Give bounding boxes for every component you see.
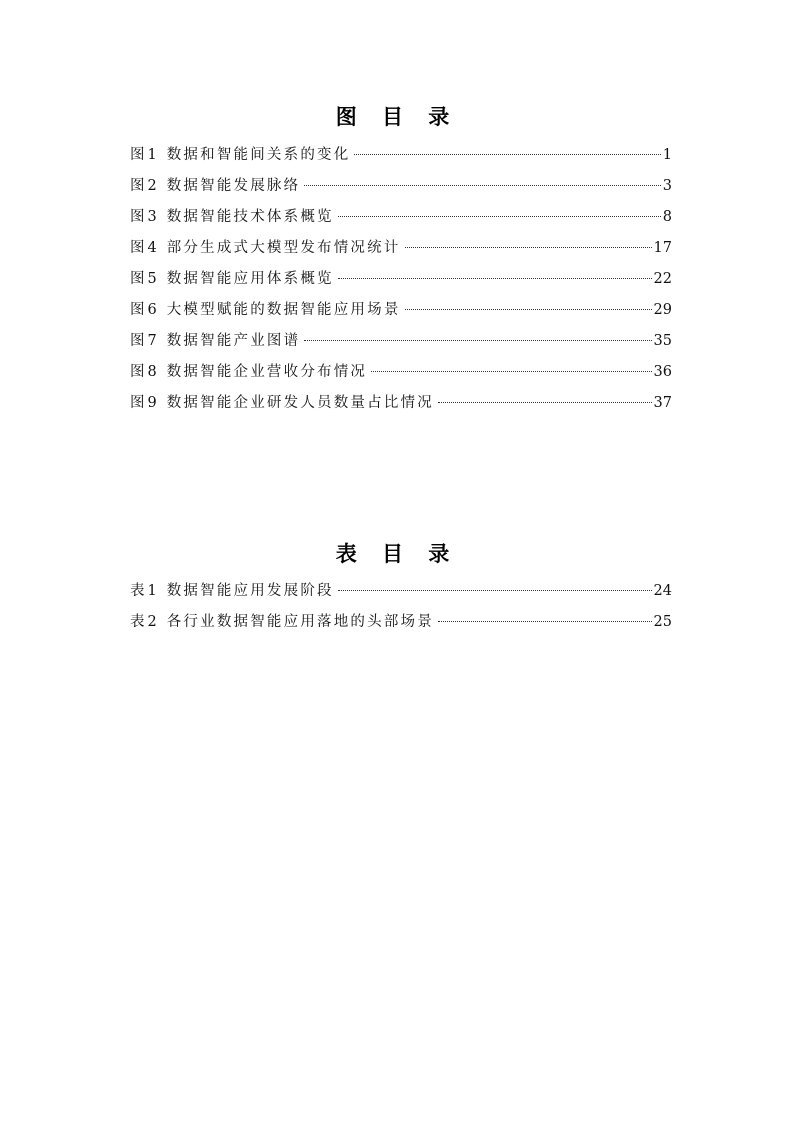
entry-page-number: 1 [662,147,672,163]
entry-page-number: 24 [653,583,672,599]
figure-entry[interactable] [130,172,672,203]
entry-label: 表 2 [130,614,157,630]
entry-title: 数据智能产业图谱 [166,333,301,349]
entry-title: 数据和智能间关系的变化 [166,147,351,163]
entry-title: 部分生成式大模型发布情况统计 [166,240,401,256]
figure-entry[interactable] [130,141,672,172]
entry-label: 图 6 [130,302,157,318]
figure-list-title: 图 目 录 [335,105,459,129]
entry-label: 图 1 [130,147,157,163]
table-entry[interactable] [130,608,672,639]
entry-page-number: 37 [653,395,672,411]
figure-entry[interactable] [130,265,672,296]
entry-page-number: 25 [653,614,672,630]
entry-title: 数据智能企业营收分布情况 [166,364,368,380]
figure-list [130,141,672,420]
table-list-title: 表 目 录 [335,542,459,566]
dot-leader [338,590,652,591]
dot-leader [338,216,661,217]
entry-label: 图 3 [130,209,157,225]
entry-page-number: 22 [653,271,672,287]
dot-leader [438,621,652,622]
dot-leader [405,247,652,248]
figure-entry[interactable] [130,327,672,358]
dot-leader [354,154,660,155]
entry-page-number: 36 [653,364,672,380]
entry-title: 数据智能应用体系概览 [166,271,334,287]
entry-title: 数据智能应用发展阶段 [166,583,334,599]
dot-leader [371,371,651,372]
entry-label: 图 7 [130,333,157,349]
dot-leader [304,340,651,341]
table-entry[interactable] [130,577,672,608]
entry-page-number: 35 [653,333,672,349]
entry-title: 各行业数据智能应用落地的头部场景 [166,614,434,630]
dot-leader [405,309,652,310]
entry-title: 数据智能企业研发人员数量占比情况 [166,395,434,411]
entry-title: 数据智能技术体系概览 [166,209,334,225]
entry-label: 图 2 [130,178,157,194]
entry-label: 图 5 [130,271,157,287]
entry-label: 图 4 [130,240,157,256]
entry-label: 表 1 [130,583,157,599]
entry-label: 图 8 [130,364,157,380]
dot-leader [438,402,652,403]
entry-page-number: 3 [662,178,672,194]
entry-label: 图 9 [130,395,157,411]
figure-entry[interactable] [130,203,672,234]
entry-page-number: 8 [662,209,672,225]
figure-entry[interactable] [130,358,672,389]
entry-title: 数据智能发展脉络 [166,178,301,194]
figure-entry[interactable] [130,389,672,420]
figure-entry[interactable] [130,234,672,265]
entry-page-number: 17 [653,240,672,256]
dot-leader [338,278,652,279]
dot-leader [304,185,660,186]
figure-entry[interactable] [130,296,672,327]
table-list [130,577,672,639]
entry-page-number: 29 [653,302,672,318]
entry-title: 大模型赋能的数据智能应用场景 [166,302,401,318]
